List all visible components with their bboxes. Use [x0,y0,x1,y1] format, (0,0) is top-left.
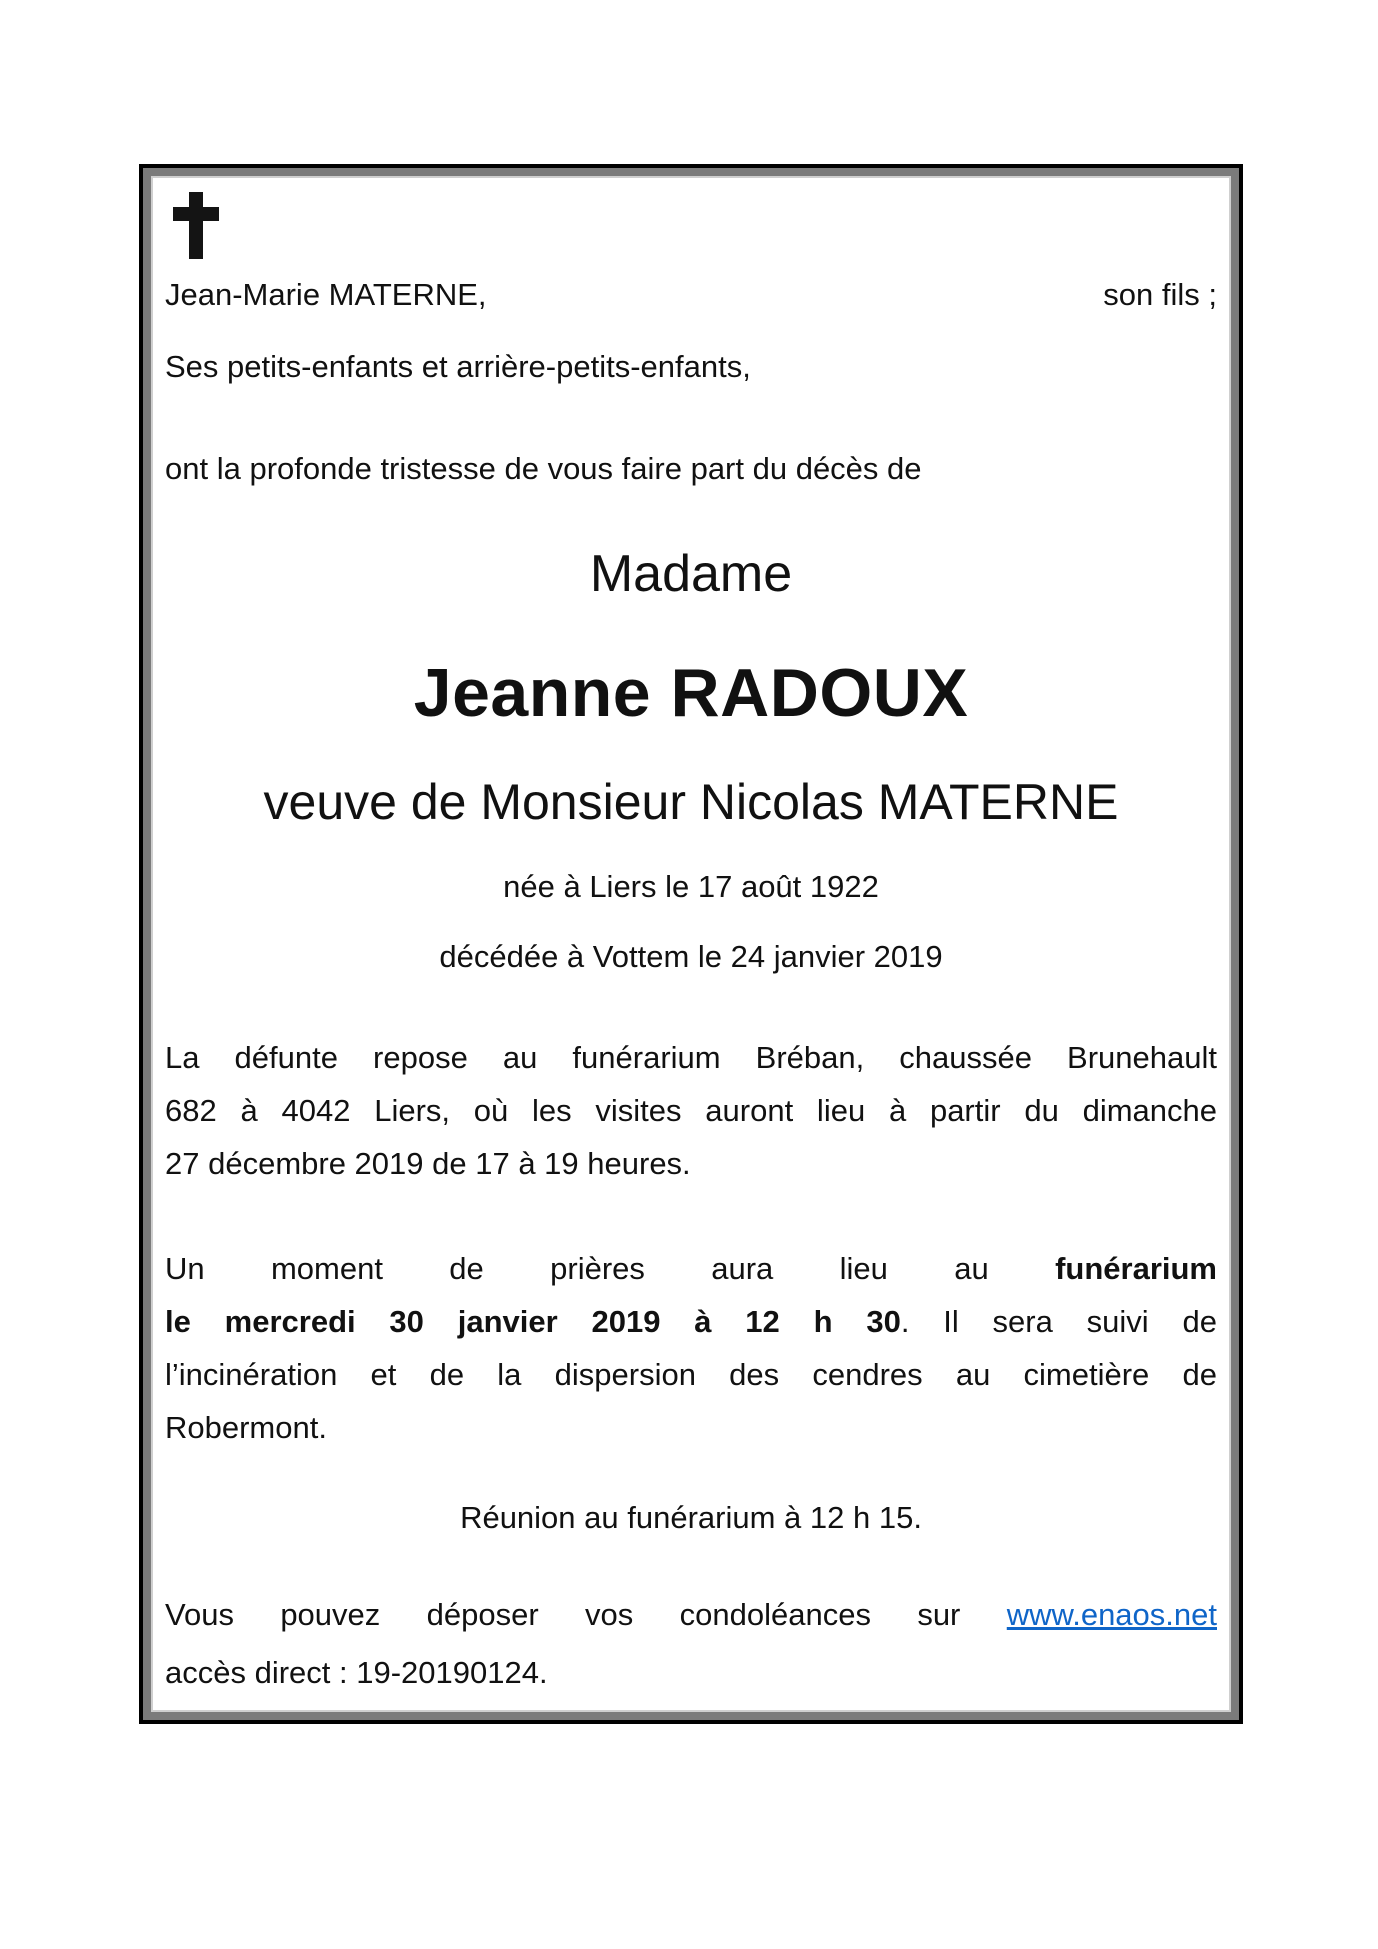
announcement-line: ont la profonde tristesse de vous faire part du décès de [165,451,922,486]
condolences-text: Vous pouvez déposer vos condoléances sur [165,1597,961,1632]
relative-relation: son fils ; [1103,277,1217,312]
card-content [151,176,1231,1712]
paragraph-line: 27 décembre 2019 de 17 à 19 heures. [165,1146,691,1181]
paragraph-line: Robermont. [165,1410,327,1445]
cross-horizontal-bar [173,207,219,221]
ceremony-text: . Il sera suivi de [900,1304,1217,1339]
ceremony-paragraph [165,1242,1217,1454]
reunion-line: Réunion au funérarium à 12 h 15. [460,1500,922,1535]
paragraph-line: 682 à 4042 Liers, où les visites auront lieu à partir du dimanche [165,1093,1217,1128]
ceremony-bold-text: le mercredi 30 janvier 2019 à 12 h 30 [165,1304,901,1339]
paragraph-line [165,1295,1217,1348]
relatives-line-2: Ses petits-enfants et arrière-petits-enfants, [165,349,751,384]
condolences-paragraph [165,1586,1217,1702]
paragraph-line: accès direct : 19-20190124. [165,1655,548,1690]
relatives-line [165,273,1217,317]
ceremony-text: Un moment de prières aura lieu au [165,1251,989,1286]
cross-vertical-bar [189,192,203,259]
honorific-title: Madame [589,545,793,603]
relative-name: Jean-Marie MATERNE, [165,277,487,312]
enaos-link[interactable]: www.enaos.net [1006,1597,1217,1632]
paragraph-line [165,1242,1217,1295]
paragraph-line [165,1586,1217,1644]
deceased-name: Jeanne RADOUX [413,655,969,731]
death-announcement-card [139,164,1243,1724]
ceremony-bold-text: funérarium [1055,1251,1217,1286]
widow-line: veuve de Monsieur Nicolas MATERNE [263,774,1119,830]
latin-cross-icon [173,192,219,259]
birth-line: née à Liers le 17 août 1922 [503,869,879,904]
paragraph-line: l’incinération et de la dispersion des cendres au cimetière de [165,1357,1217,1392]
card-border-middle [143,168,1239,1720]
paragraph-line: La défunte repose au funérarium Bréban, chaussée Brunehault [165,1040,1217,1075]
visitation-paragraph [165,1031,1217,1190]
death-line: décédée à Vottem le 24 janvier 2019 [439,939,943,974]
